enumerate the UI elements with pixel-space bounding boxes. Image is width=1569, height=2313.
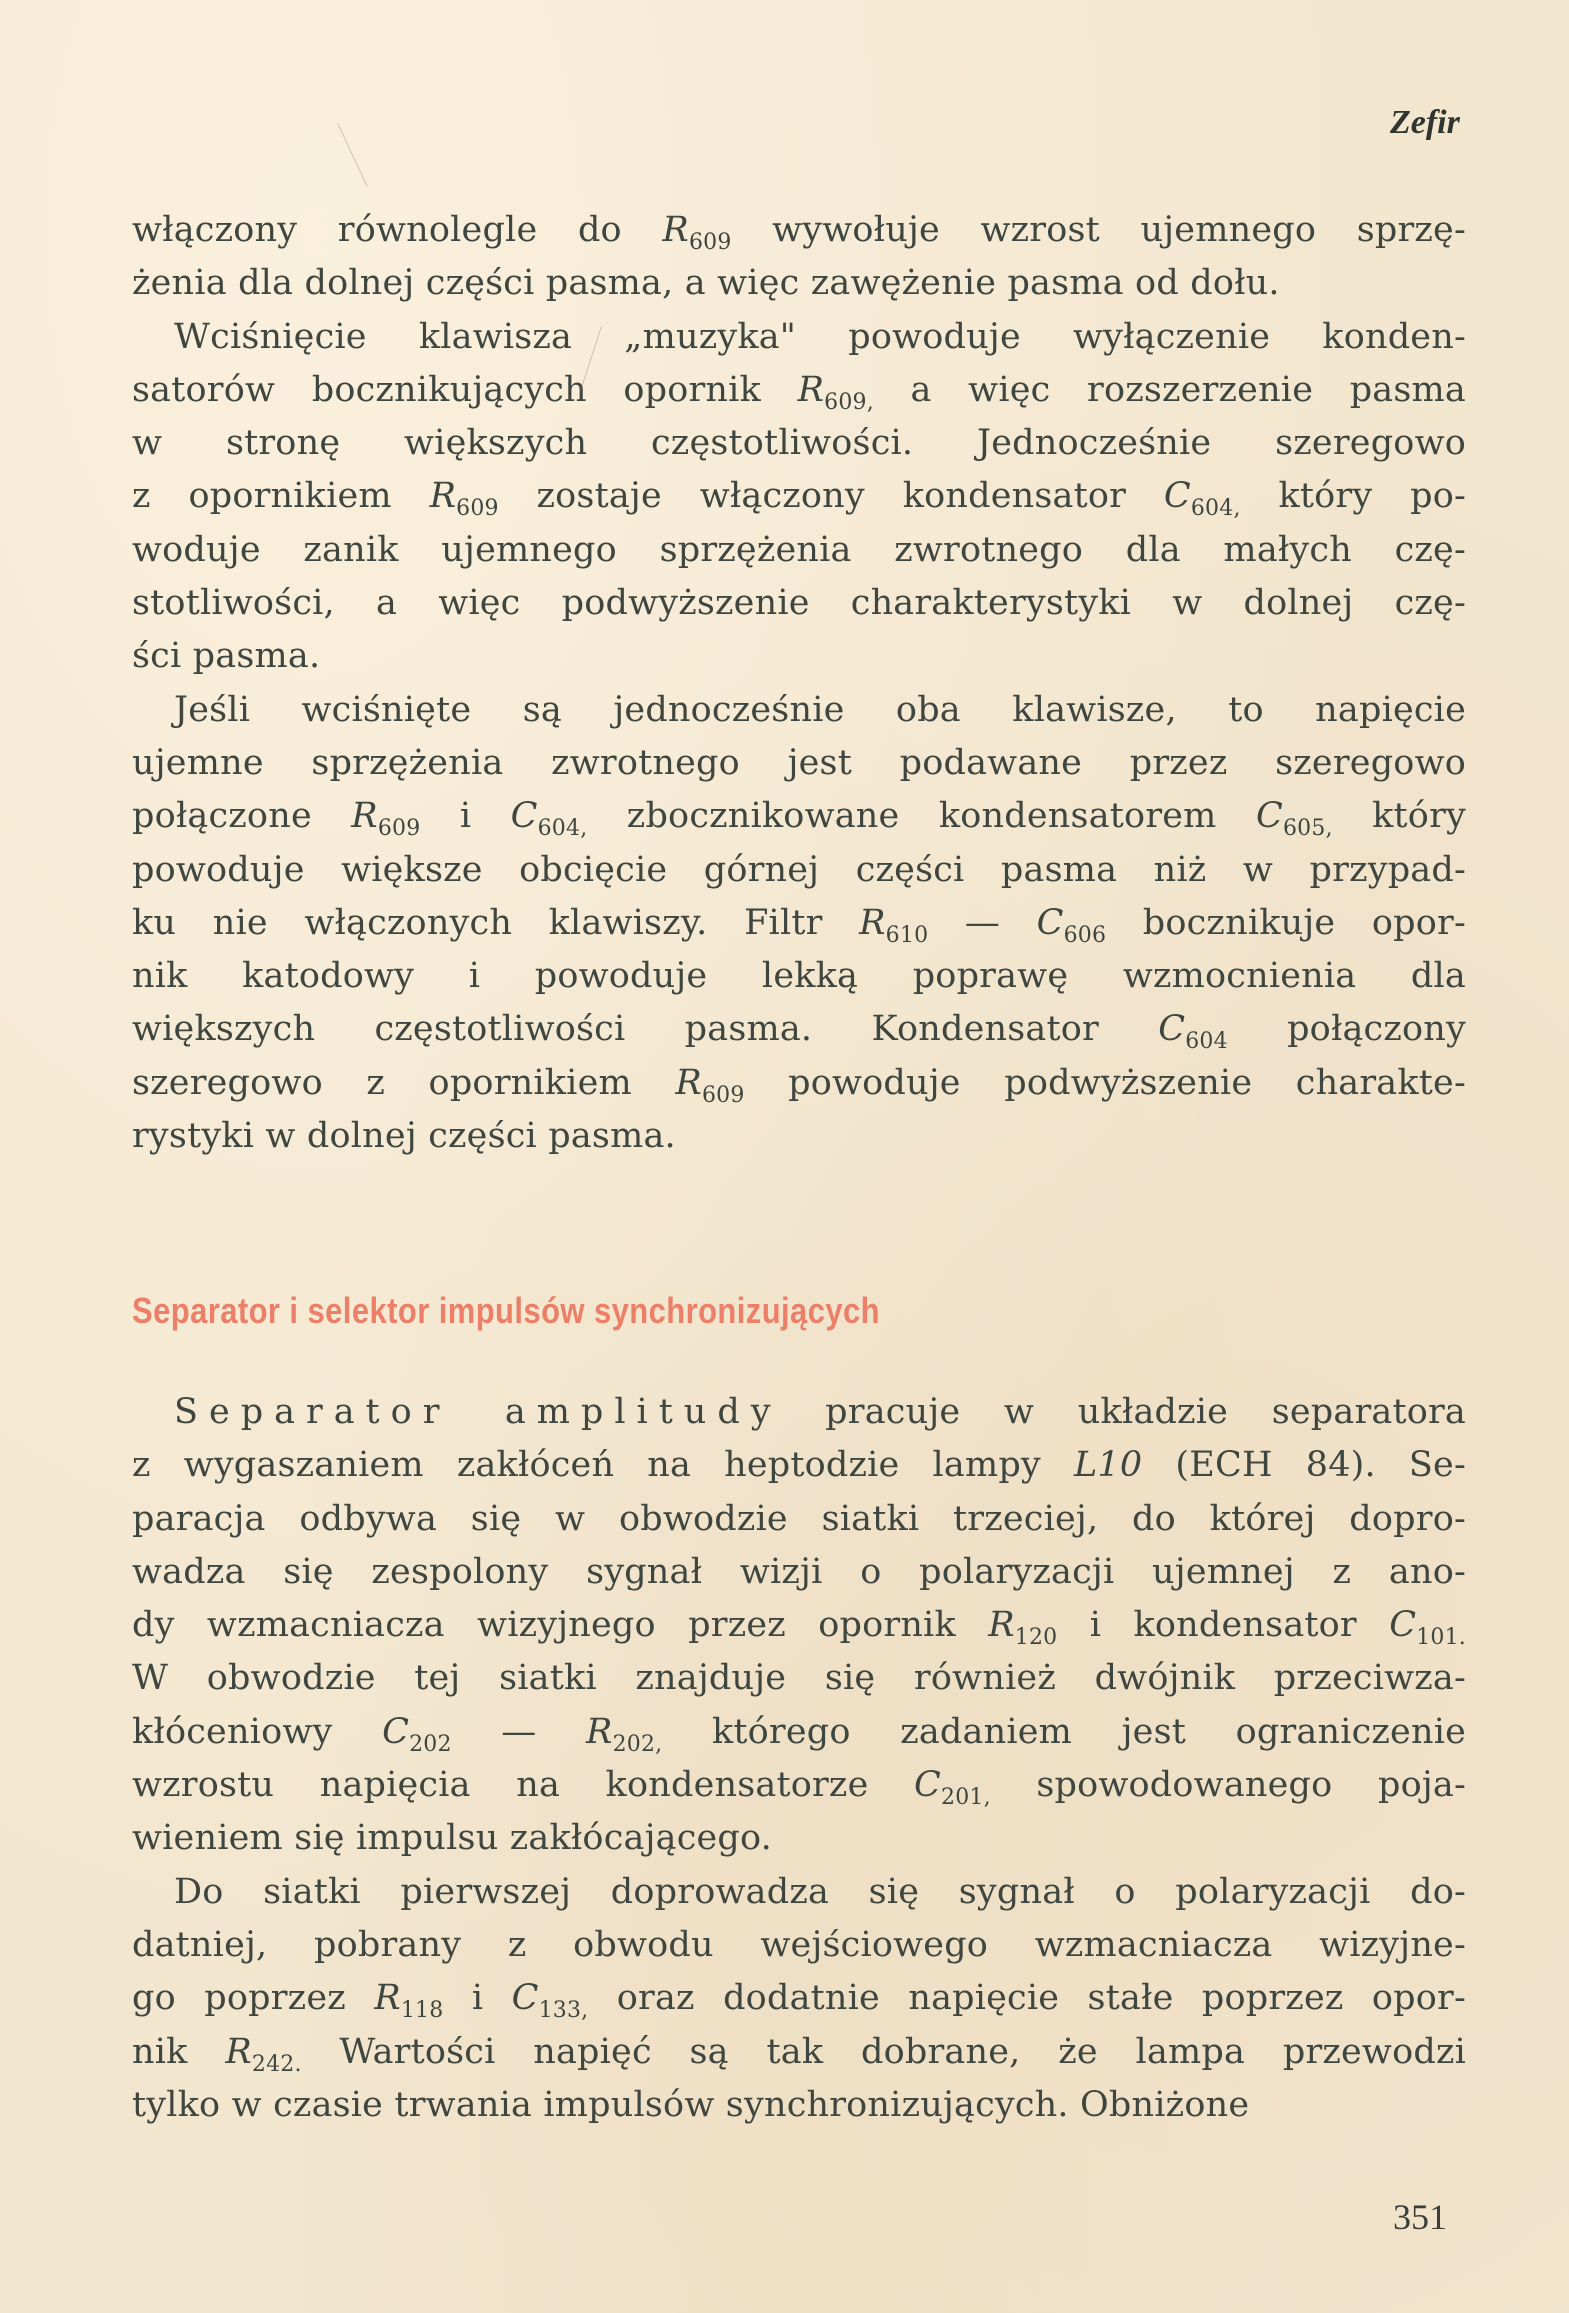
text-line: nik $R_{242.}$ Wartości napięć są tak dobrane, że lampa przewodzi [132, 2031, 1466, 2077]
text-line: wadza się zespolony sygnał wizji o polaryzacji ujemnej z ano- [132, 1551, 1466, 1592]
component-symbol: $C_{202}$ [382, 1711, 452, 1757]
tube-designation: L10 [1073, 1445, 1143, 1486]
page-number: 351 [1393, 2197, 1447, 2237]
component-symbol: $C_{604}$ [1158, 1009, 1228, 1055]
text-line: W obwodzie tej siatki znajduje się również dwójnik przeciwza- [132, 1658, 1466, 1699]
component-symbol: $R_{242.}$ [225, 2031, 302, 2077]
component-symbol: $C_{604,}$ [510, 796, 588, 842]
text-line: woduje zanik ujemnego sprzężenia zwrotnego dla małych czę- [132, 529, 1466, 570]
component-symbol: $C_{604,}$ [1163, 476, 1241, 522]
text-line: Jeśli wciśnięte są jednocześnie oba klawisze, to napięcie [174, 689, 1466, 730]
component-symbol: $C_{605,}$ [1255, 796, 1333, 842]
component-symbol: $R_{609}$ [675, 1062, 745, 1108]
paragraph [132, 204, 1466, 311]
text-line: ujemne sprzężenia zwrotnego jest podawane przez szeregowo [132, 742, 1466, 783]
paper-scratch [337, 123, 367, 187]
text-line: satorów bocznikujących opornik $R_{609,}$ a więc rozszerzenie pasma [132, 369, 1466, 415]
text-line: ku nie włączonych klawiszy. Filtr $R_{610}$ — $C_{606}$ bocznikuje opor- [132, 902, 1466, 948]
text-line: Do siatki pierwszej doprowadza się sygnał o polaryzacji do- [174, 1871, 1466, 1912]
component-symbol: $C_{133,}$ [511, 1978, 589, 2024]
emphasized-term: Separator amplitudy [174, 1392, 782, 1432]
text-line: stotliwości, a więc podwyższenie charakterystyki w dolnej czę- [132, 583, 1466, 624]
component-symbol: $R_{202,}$ [586, 1711, 663, 1757]
text-line: żenia dla dolnej części pasma, a więc zawężenie pasma od dołu. [132, 263, 1280, 304]
text-line: w stronę większych częstotliwości. Jednocześnie szeregowo [132, 423, 1466, 464]
component-symbol: $R_{610}$ [859, 902, 929, 948]
text-line: Separator amplitudy pracuje w układzie separatora [174, 1392, 1466, 1432]
text-line: wieniem się impulsu zakłócającego. [132, 1818, 772, 1859]
body-text-top [132, 204, 1466, 1163]
paragraph [132, 684, 1466, 1164]
paragraph [132, 1386, 1466, 1866]
component-symbol: $R_{609}$ [351, 796, 421, 842]
text-line: włączony równolegle do $R_{609}$ wywołuje wzrost ujemnego sprzę- [132, 210, 1466, 255]
running-head: Zefir [1390, 104, 1460, 141]
text-line: dy wzmacniacza wizyjnego przez opornik $R_{120}$ i kondensator $C_{101.}$ [132, 1605, 1466, 1651]
text-line: Wciśnięcie klawisza „muzyka" powoduje wyłączenie konden- [174, 316, 1466, 357]
text-line: datniej, pobrany z obwodu wejściowego wzmacniacza wizyjne- [132, 1924, 1466, 1965]
component-symbol: $R_{609}$ [429, 476, 499, 522]
component-symbol: $R_{609}$ [662, 210, 732, 255]
text-line: z wygaszaniem zakłóceń na heptodzie lampy L10 (ECH 84). Se- [132, 1445, 1466, 1486]
component-symbol: $C_{201,}$ [914, 1765, 991, 1811]
component-symbol: $C_{101.}$ [1389, 1605, 1466, 1651]
text-line: tylko w czasie trwania impulsów synchronizujących. Obniżone [132, 2084, 1250, 2125]
text-line: rystyki w dolnej części pasma. [132, 1116, 676, 1157]
text-line: go poprzez $R_{118}$ i $C_{133,}$ oraz dodatnie napięcie stałe poprzez opor- [132, 1978, 1467, 2024]
text-line: paracja odbywa się w obwodzie siatki trzeciej, do której dopro- [132, 1498, 1466, 1539]
text-line: nik katodowy i powoduje lekką poprawę wzmocnienia dla [132, 956, 1466, 997]
component-symbol: $R_{609,}$ [797, 369, 874, 415]
text-line: kłóceniowy $C_{202}$ — $R_{202,}$ którego zadaniem jest ograniczenie [132, 1711, 1467, 1757]
text-line: z opornikiem $R_{609}$ zostaje włączony kondensator $C_{604,}$ który po- [132, 476, 1467, 522]
component-symbol: $R_{118}$ [374, 1978, 444, 2024]
section-heading: Separator i selektor impulsów synchronizujących [132, 1290, 880, 1331]
text-line: wzrostu napięcia na kondensatorze $C_{201,}$ spowodowanego poja- [132, 1765, 1466, 1811]
text-line: ści pasma. [132, 636, 321, 677]
component-symbol: $C_{606}$ [1036, 902, 1107, 948]
text-line: szeregowo z opornikiem $R_{609}$ powoduje podwyższenie charakte- [132, 1062, 1466, 1108]
text-line: większych częstotliwości pasma. Kondensator $C_{604}$ połączony [132, 1009, 1466, 1055]
text-line: połączone $R_{609}$ i $C_{604,}$ zbocznikowane kondensatorem $C_{605,}$ który [132, 796, 1466, 842]
paragraph [132, 311, 1466, 684]
body-text-bottom [132, 1386, 1466, 2132]
component-symbol: $R_{120}$ [988, 1605, 1058, 1651]
text-line: powoduje większe obcięcie górnej części pasma niż w przypad- [132, 849, 1466, 890]
paragraph [132, 1866, 1466, 2132]
